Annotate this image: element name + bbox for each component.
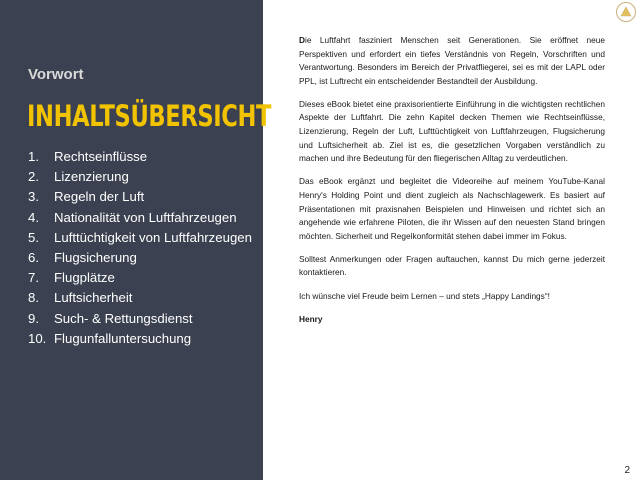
toc-item-label: Flugsicherung xyxy=(54,249,137,265)
toc-item-label: Flugplätze xyxy=(54,270,115,286)
toc-list xyxy=(28,149,252,351)
toc-item[interactable] xyxy=(28,250,252,270)
section-subtitle: Vorwort xyxy=(28,66,84,83)
paragraph xyxy=(299,34,605,88)
toc-item-label: Lufttüchtigkeit von Luftfahrzeugen xyxy=(54,229,252,245)
drop-initial: D xyxy=(299,35,305,45)
toc-item-number: 4. xyxy=(28,209,39,225)
toc-item-number: 2. xyxy=(28,169,39,185)
toc-item-label: Nationalität von Luftfahrzeugen xyxy=(54,209,237,225)
toc-item[interactable] xyxy=(28,210,252,230)
signature: Henry xyxy=(299,313,323,324)
toc-item-number: 9. xyxy=(28,310,39,326)
toc-item-number: 3. xyxy=(28,189,39,205)
toc-item[interactable] xyxy=(28,230,252,250)
foreword-text xyxy=(299,34,605,336)
toc-item-label: Flugunfalluntersuchung xyxy=(54,330,192,346)
toc-item[interactable] xyxy=(28,331,252,351)
toc-item-label: Rechtseinflüsse xyxy=(54,149,148,164)
toc-item-number: 8. xyxy=(28,290,39,306)
paragraph: Ich wünsche viel Freude beim Lernen – und stets „Happy Landings“! xyxy=(299,290,550,301)
paragraph: Dieses eBook bietet eine praxisorientierte Einführung in die wichtigsten rechtlichen Aspekte der Luftfahrt. Die zehn Kapitel decken Themen wie Rechtseinflüsse, Lizenzierung, Regeln der Luft, Lufttüchtigkeit von Luftfahrzeugen, Flugsicherung und Luftsicherheit ab. Ziel ist es, die gesetzlichen Vorgaben verständlich zu machen und ihre Bedeutung für den fliegerischen Alltag zu verdeutlichen. xyxy=(299,98,605,164)
paragraph: Das eBook ergänzt und begleitet die Videoreihe auf meinem YouTube-Kanal Henry's Holding Point und dient zugleich als Nachschlagewerk. Es basiert auf Präsentationen mit praxisnahen Beispielen und Hinweisen und richtet sich an angehende wie erfahrene Piloten, die ihr Wissen auf den neuesten Stand bringen möchten. Sicherheit und Regelkonformität stehen dabei immer im Fokus. xyxy=(299,176,605,241)
toc-item-number: 10. xyxy=(28,330,47,346)
page-number: 2 xyxy=(624,465,630,476)
toc-item-number: 1. xyxy=(28,149,39,164)
toc-item-label: Such- & Rettungsdienst xyxy=(54,310,193,326)
toc-item[interactable] xyxy=(28,169,252,189)
sidebar-panel xyxy=(0,0,272,480)
toc-heading: INHALTSÜBERSICHT xyxy=(27,99,272,133)
toc-item-number: 7. xyxy=(28,270,39,286)
toc-item[interactable] xyxy=(28,189,252,209)
toc-item[interactable] xyxy=(28,270,252,290)
toc-item-label: Lizenzierung xyxy=(54,169,129,185)
brand-logo-icon xyxy=(616,2,636,22)
toc-item[interactable] xyxy=(28,311,252,331)
toc-item-label: Regeln der Luft xyxy=(54,189,145,205)
toc-item-number: 6. xyxy=(28,249,39,265)
toc-item-number: 5. xyxy=(28,229,39,245)
toc-item[interactable] xyxy=(28,149,252,169)
paragraph-text: ie Luftfahrt fasziniert Menschen seit Generationen. Sie eröffnet neue Perspektiven und erfordert ein tiefes Verständnis von Regeln, Vorschriften und Verantwortung. Besonders im Bereich der Privatfliegerei, sei es mit der LAPL oder PPL, ist Luftrecht ein entscheidender Bestandteil der Ausbildung. xyxy=(299,35,605,86)
paragraph: Solltest Anmerkungen oder Fragen auftauchen, kannst Du mich gerne jederzeit kontaktieren. xyxy=(299,253,605,278)
toc-item-label: Luftsicherheit xyxy=(54,290,133,306)
toc-item[interactable] xyxy=(28,290,252,310)
